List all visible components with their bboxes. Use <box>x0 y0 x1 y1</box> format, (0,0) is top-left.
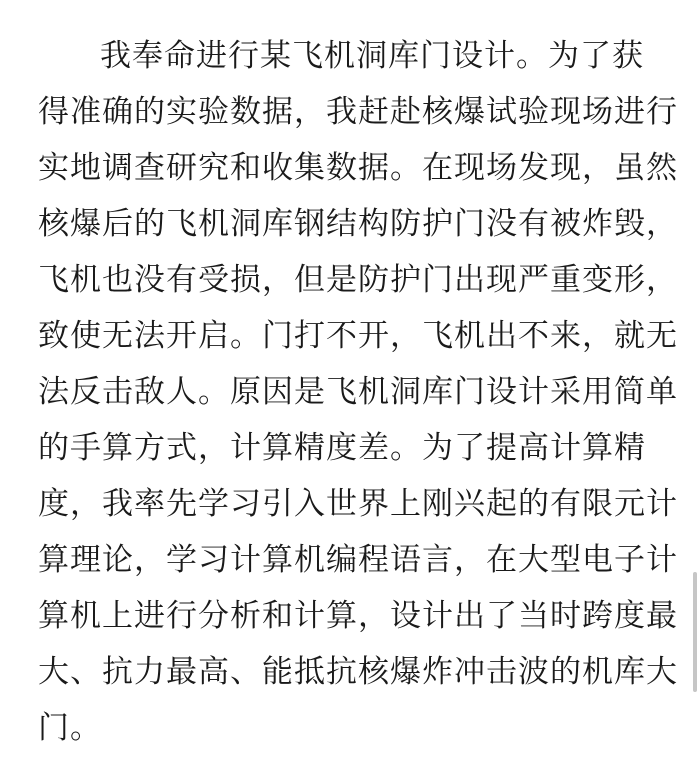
paragraph-line: 法反击敌人。原因是飞机洞库门设计采用简单 <box>38 374 678 410</box>
paragraph-line: 算理论，学习计算机编程语言，在大型电子计 <box>38 542 678 578</box>
paragraph-line: 的手算方式，计算精度差。为了提高计算精 <box>38 430 646 466</box>
paragraph-line: 度，我率先学习引入世界上刚兴起的有限元计 <box>38 486 678 522</box>
vertical-scrollbar[interactable] <box>693 572 697 692</box>
paragraph-line: 致使无法开启。门打不开，飞机出不来，就无 <box>38 318 678 354</box>
paragraph-line: 飞机也没有受损，但是防护门出现严重变形， <box>38 262 678 298</box>
paragraph-line: 实地调查研究和收集数据。在现场发现，虽然 <box>38 150 678 186</box>
article-body <box>38 28 678 756</box>
paragraph-line: 我奉命进行某飞机洞库门设计。为了获 <box>100 38 644 74</box>
paragraph-line: 核爆后的飞机洞库钢结构防护门没有被炸毁， <box>38 206 678 242</box>
paragraph-line: 得准确的实验数据，我赶赴核爆试验现场进行 <box>38 94 678 130</box>
paragraph-line: 门。 <box>38 710 102 746</box>
paragraph-line: 大、抗力最高、能抵抗核爆炸冲击波的机库大 <box>38 654 678 690</box>
paragraph-line: 算机上进行分析和计算，设计出了当时跨度最 <box>38 598 678 634</box>
